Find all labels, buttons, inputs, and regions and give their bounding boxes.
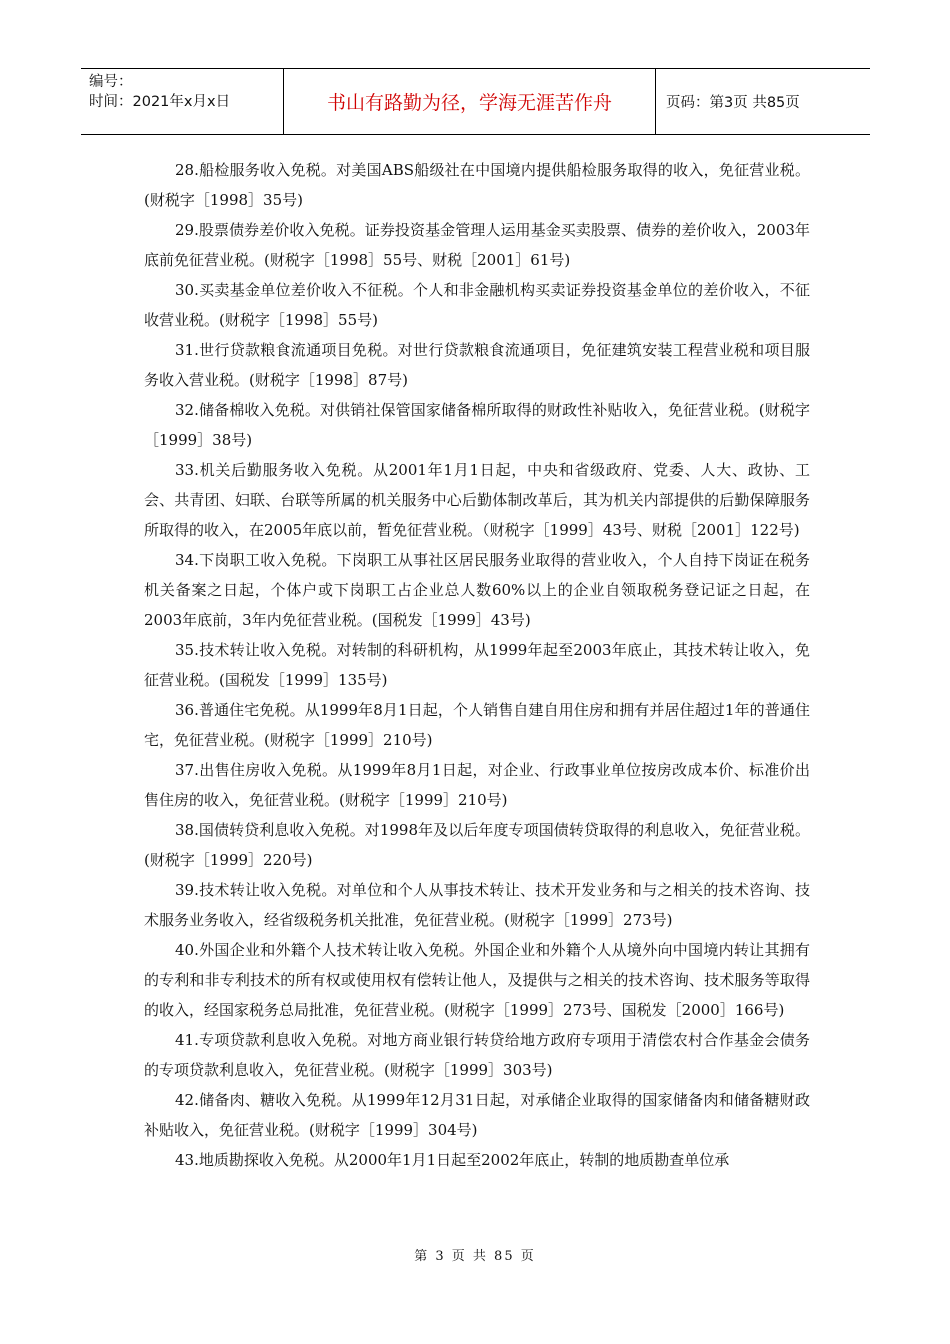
paragraph-30: 30.买卖基金单位差价收入不征税。个人和非金融机构买卖证券投资基金单位的差价收入，不征收营业税。(财税字［1998］55号) — [144, 281, 810, 329]
paragraph-29: 29.股票债券差价收入免税。证券投资基金管理人运用基金买卖股票、债券的差价收入，2003年底前免征营业税。(财税字［1998］55号、财税［2001］61号) — [144, 221, 810, 269]
paragraph-34: 34.下岗职工收入免税。下岗职工从事社区居民服务业取得的营业收入，个人自持下岗证在税务机关备案之日起，个体户或下岗职工占企业总人数60%以上的企业自领取税务登记证之日起，在2003年底前，3年内免征营业税。(国税发［1999］43号) — [144, 551, 810, 629]
header-slogan: 书山有路勤为径，学海无涯苦作舟 — [283, 69, 656, 134]
paragraph-35: 35.技术转让收入免税。对转制的科研机构，从1999年起至2003年底止，其技术转让收入，免征营业税。(国税发［1999］135号) — [144, 641, 810, 689]
paragraph-31: 31.世行贷款粮食流通项目免税。对世行贷款粮食流通项目，免征建筑安装工程营业税和项目服务收入营业税。(财税字［1998］87号) — [144, 341, 810, 389]
paragraph-36: 36.普通住宅免税。从1999年8月1日起，个人销售自建自用住房和拥有并居住超过1年的普通住宅，免征营业税。(财税字［1999］210号) — [144, 701, 810, 749]
document-time-label: 时间：2021年x月x日 — [89, 94, 231, 110]
header-meta — [81, 69, 283, 134]
header-page-info: 页码：第3页 共85页 — [666, 95, 800, 111]
paragraph-41: 41.专项贷款利息收入免税。对地方商业银行转贷给地方政府专项用于清偿农村合作基金会债务的专项贷款利息收入，免征营业税。(财税字［1999］303号) — [144, 1031, 810, 1079]
paragraph-38: 38.国债转贷利息收入免税。对1998年及以后年度专项国债转贷取得的利息收入，免征营业税。(财税字［1999］220号) — [144, 821, 810, 869]
document-body — [144, 155, 810, 1175]
paragraph-37: 37.出售住房收入免税。从1999年8月1日起，对企业、行政事业单位按房改成本价、标准价出售住房的收入，免征营业税。(财税字［1999］210号) — [144, 761, 810, 809]
paragraph-39: 39.技术转让收入免税。对单位和个人从事技术转让、技术开发业务和与之相关的技术咨询、技术服务业务收入，经省级税务机关批准，免征营业税。(财税字［1999］273号) — [144, 881, 810, 929]
paragraph-33: 33.机关后勤服务收入免税。从2001年1月1日起，中央和省级政府、党委、人大、政协、工会、共青团、妇联、台联等所属的机关服务中心后勤体制改革后，其为机关内部提供的后勤保障服务所取得的收入，在2005年底以前，暂免征营业税。（财税字［1999］43号、财税［2001］122号) — [144, 461, 810, 539]
paragraph-42: 42.储备肉、糖收入免税。从1999年12月31日起，对承储企业取得的国家储备肉和储备糖财政补贴收入，免征营业税。(财税字［1999］304号) — [144, 1091, 810, 1139]
page-header — [81, 68, 870, 135]
paragraph-43: 43.地质勘探收入免税。从2000年1月1日起至2002年底止，转制的地质勘查单位承 — [175, 1151, 730, 1169]
paragraph-40: 40.外国企业和外籍个人技术转让收入免税。外国企业和外籍个人从境外向中国境内转让其拥有的专利和非专利技术的所有权或使用权有偿转让他人，及提供与之相关的技术咨询、技术服务等取得的收入，经国家税务总局批准，免征营业税。(财税字［1999］273号、国税发［2000］166号) — [144, 941, 810, 1019]
paragraph-32: 32.储备棉收入免税。对供销社保管国家储备棉所取得的财政性补贴收入，免征营业税。(财税字［1999］38号) — [144, 401, 810, 449]
paragraph-28: 28.船检服务收入免税。对美国ABS船级社在中国境内提供船检服务取得的收入，免征营业税。(财税字［1998］35号) — [144, 161, 810, 209]
page-footer: 第 3 页 共 85 页 — [414, 1249, 536, 1264]
document-number-label: 编号： — [89, 74, 133, 90]
